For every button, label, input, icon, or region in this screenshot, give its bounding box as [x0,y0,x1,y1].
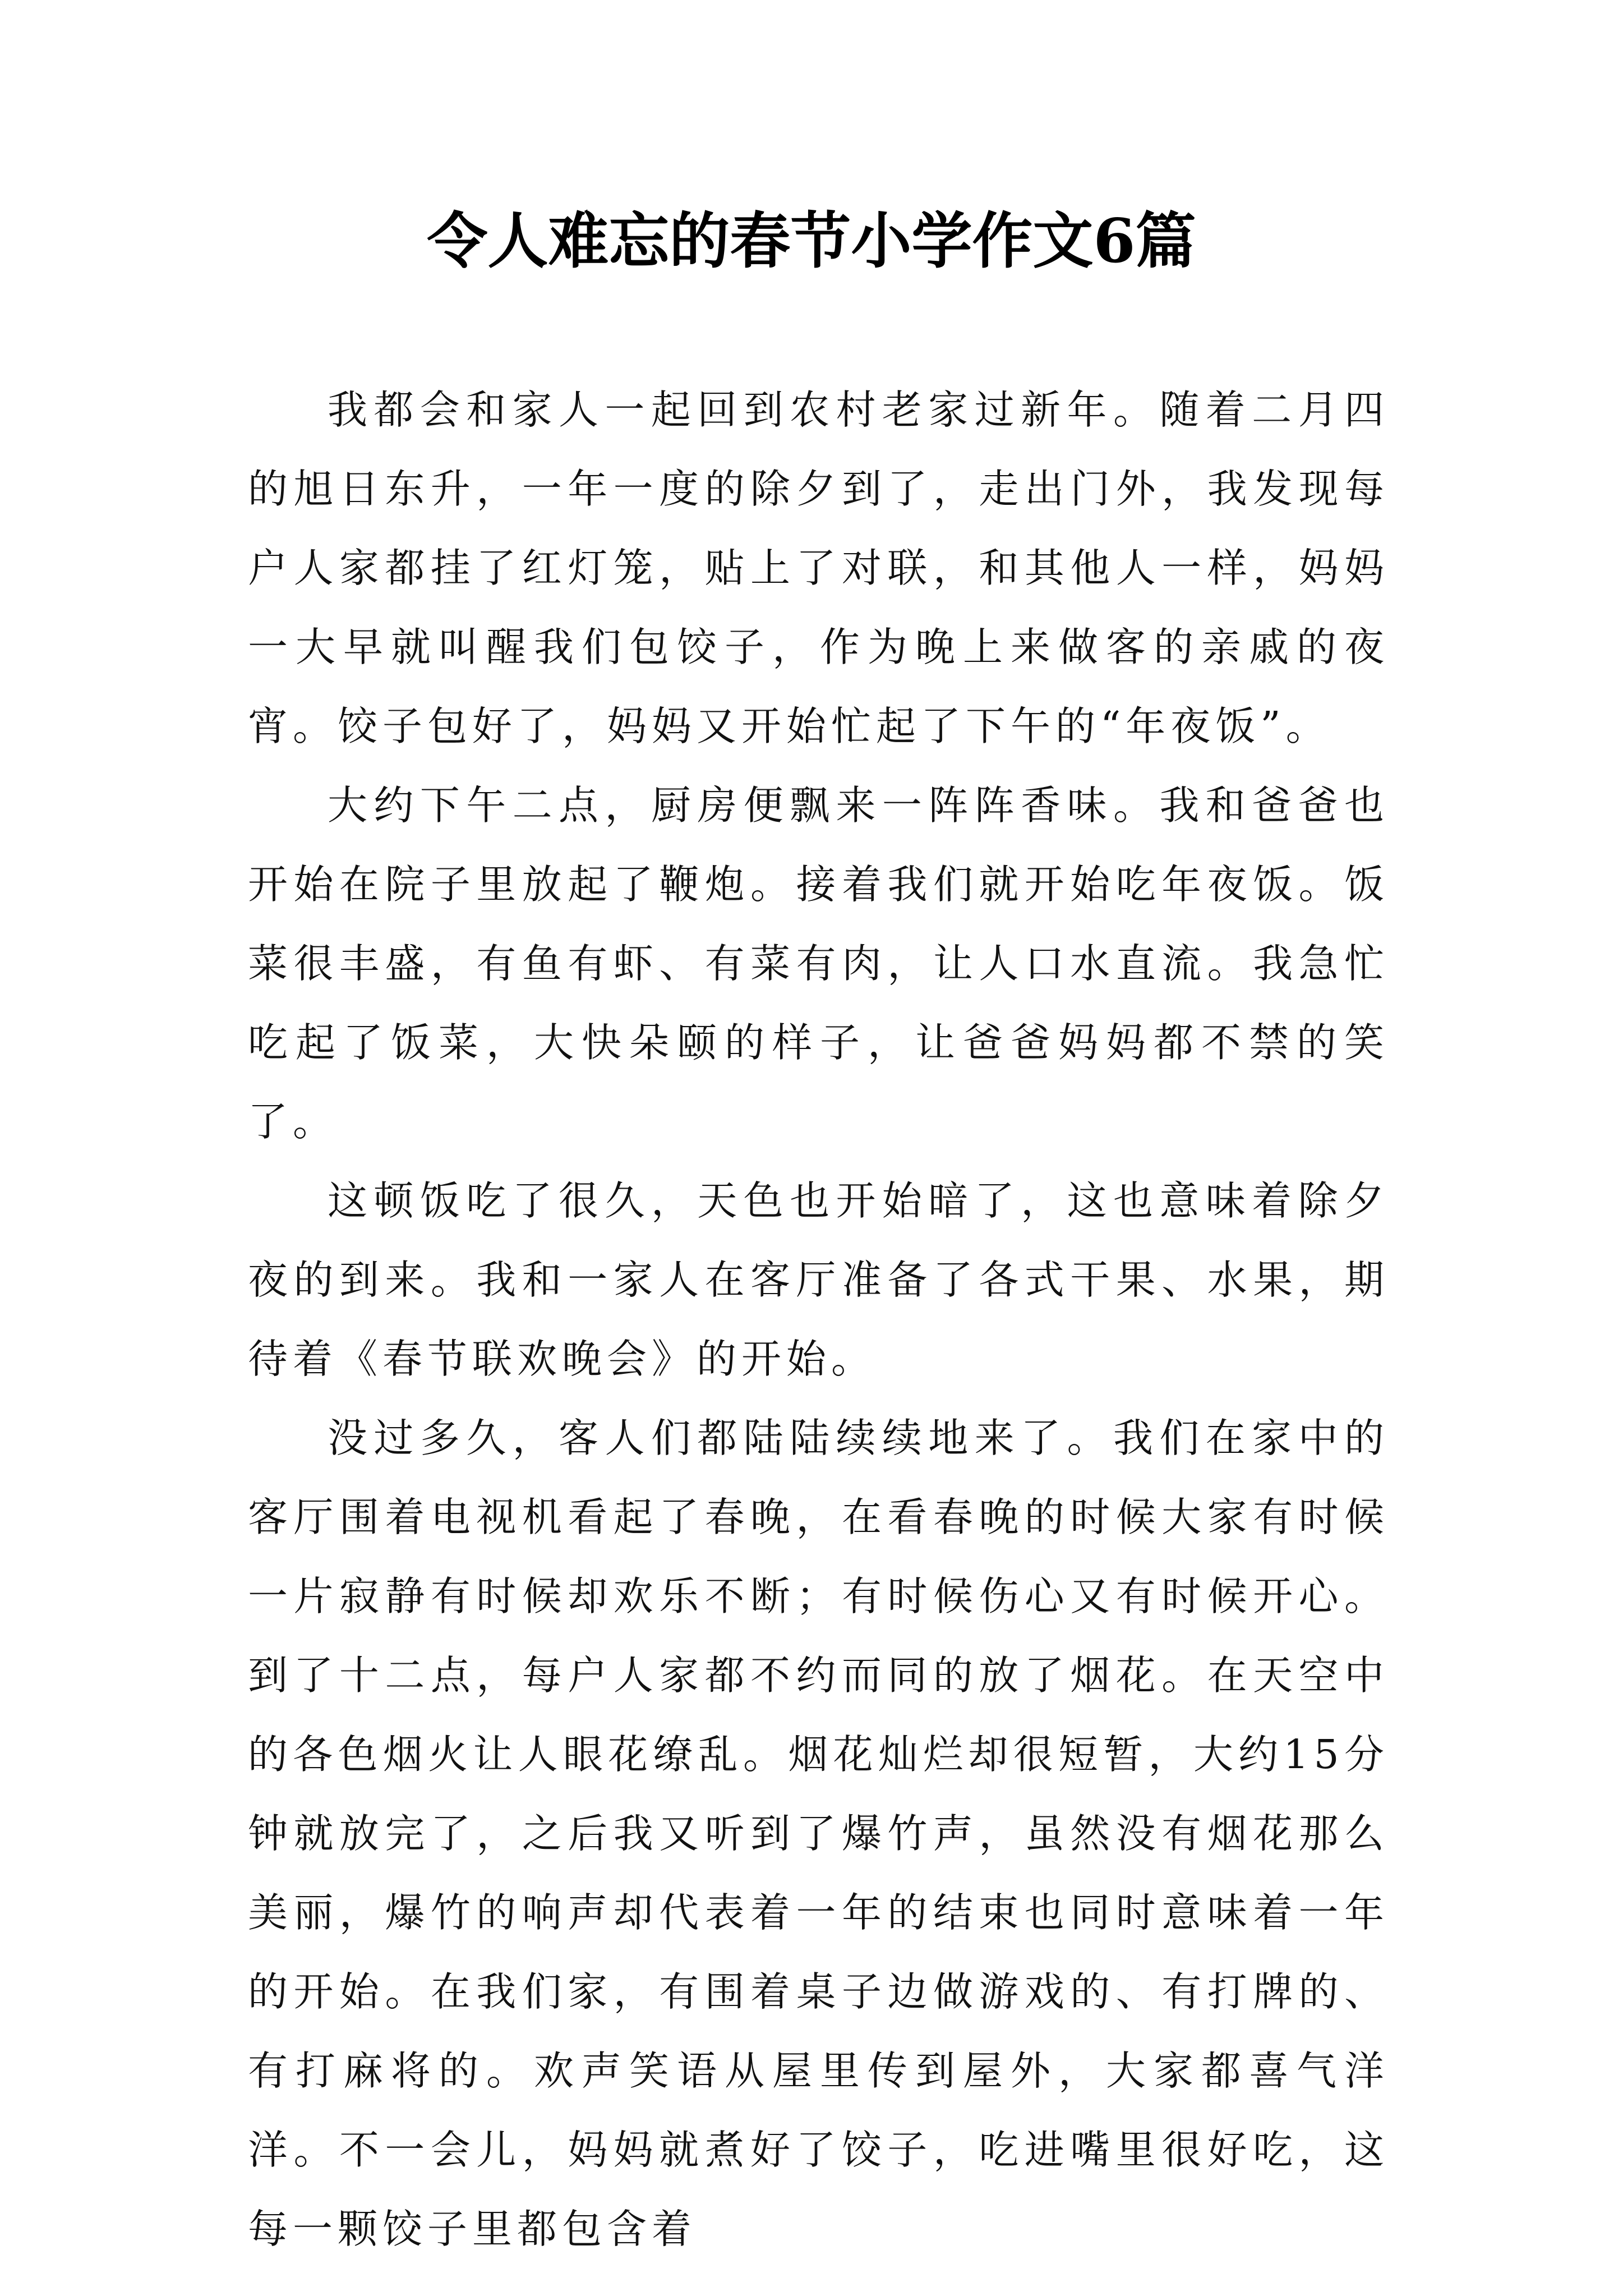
paragraph-4: 没过多久，客人们都陆陆续续地来了。我们在家中的客厅围着电视机看起了春晚，在看春晚的时候大家有时候一片寂静有时候却欢乐不断；有时候伤心又有时候开心。到了十二点，每户人家都不约而同的放了烟花。在天空中的各色烟火让人眼花缭乱。烟花灿烂却很短暂，大约15分钟就放完了，之后我又听到了爆竹声，虽然没有烟花那么美丽，爆竹的响声却代表着一年的结束也同时意味着一年的开始。在我们家，有围着桌子边做游戏的、有打牌的、有打麻将的。欢声笑语从屋里传到屋外，大家都喜气洋洋。不一会儿，妈妈就煮好了饺子，吃进嘴里很好吃，这每一颗饺子里都包含着 [248,1415,1389,2252]
document-title: 令人难忘的春节小学作文6篇 [427,206,1196,277]
paragraph-1: 我都会和家人一起回到农村老家过新年。随着二月四的旭日东升，一年一度的除夕到了，走出门外，我发现每户人家都挂了红灯笼，贴上了对联，和其他人一样，妈妈一大早就叫醒我们包饺子，作为晚上来做客的亲戚的夜宵。饺子包好了，妈妈又开始忙起了下午的“年夜饭”。 [248,386,1389,749]
paragraph-3: 这顿饭吃了很久，天色也开始暗了，这也意味着除夕夜的到来。我和一家人在客厅准备了各式干果、水果，期待着《春节联欢晚会》的开始。 [248,1177,1389,1382]
paragraph-2: 大约下午二点，厨房便飘来一阵阵香味。我和爸爸也开始在院子里放起了鞭炮。接着我们就开始吃年夜饭。饭菜很丰盛，有鱼有虾、有菜有肉，让人口水直流。我急忙吃起了饭菜，大快朵颐的样子，让爸爸妈妈都不禁的笑了。 [248,782,1389,1145]
document-body [248,370,1389,2269]
